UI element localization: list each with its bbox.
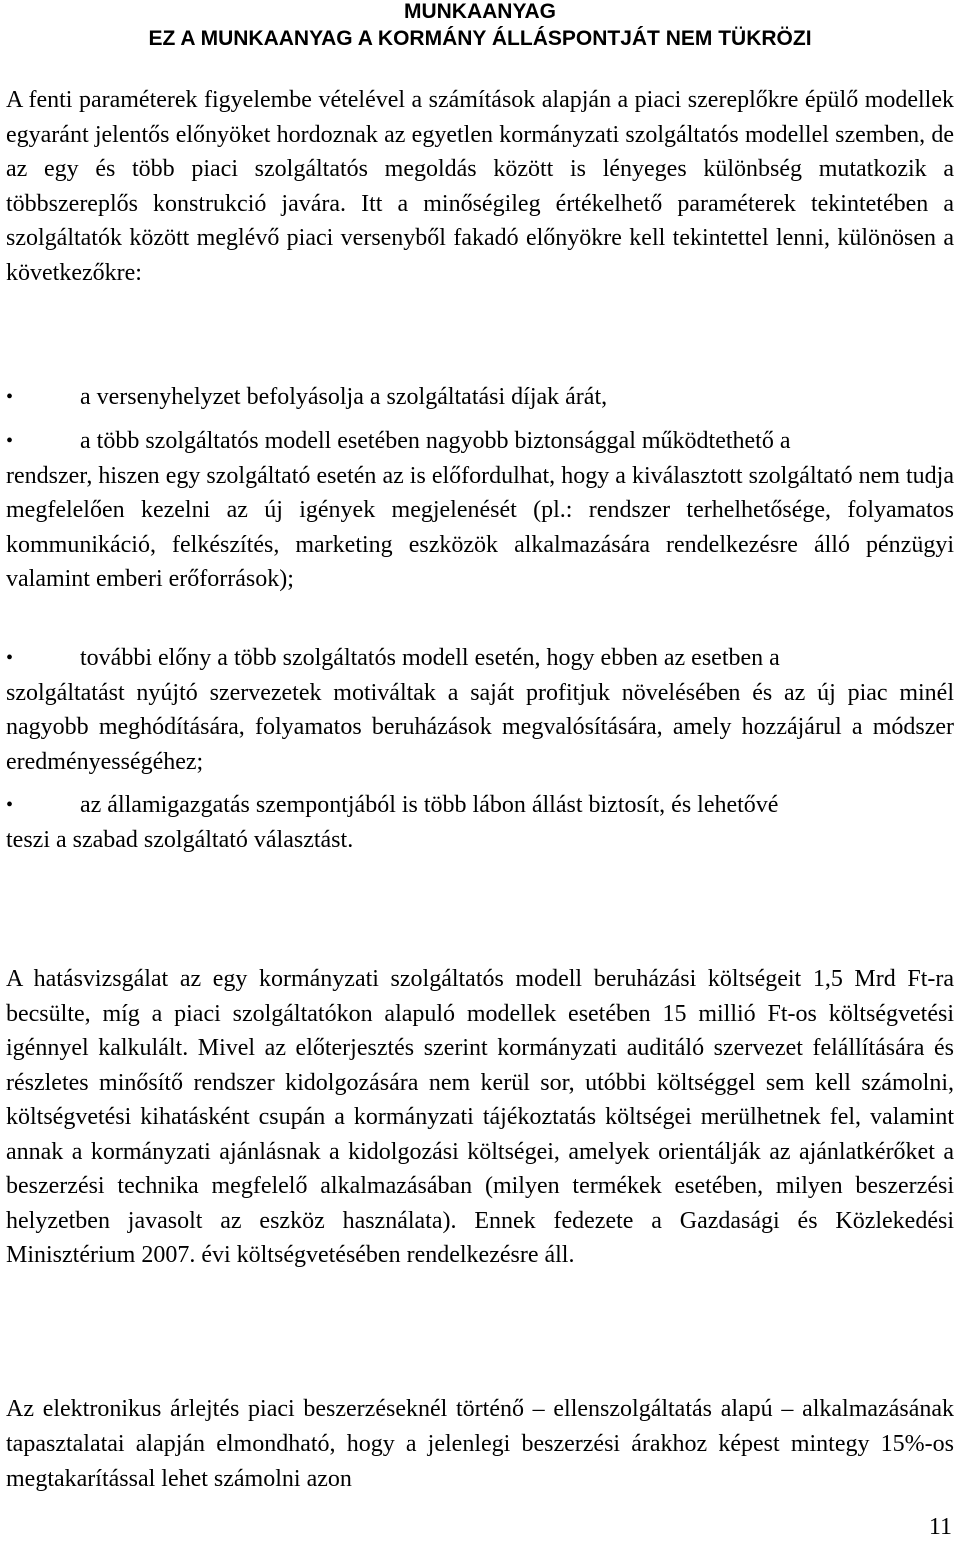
list-item-text: a versenyhelyzet befolyásolja a szolgáltatási díjak árát, bbox=[80, 384, 608, 410]
bullet-icon: • bbox=[6, 430, 14, 452]
page-number: 11 bbox=[928, 1514, 952, 1540]
header-title: MUNKAANYAG bbox=[403, 0, 557, 23]
list-item bbox=[6, 641, 954, 779]
list-item-text: az államigazgatás szempontjából is több lábon állást biztosít, és lehetővé bbox=[80, 792, 779, 818]
list-item bbox=[6, 788, 954, 857]
bullet-icon: • bbox=[6, 794, 14, 816]
list-item-continuation: szolgáltatást nyújtó szervezetek motiváltak a saját profitjuk növelésében és az új piac minél nagyobb meghódítására, folyamatos beruházások megvalósítására, amely hozzájárul a módszer eredményességéhez; bbox=[6, 679, 954, 775]
bullet-icon: • bbox=[6, 647, 14, 669]
list-item-continuation: rendszer, hiszen egy szolgáltató esetén az is előfordulhat, hogy a kiválasztott szolgáltató nem tudja megfelelően kezelni az új igények megjelenését (pl.: rendszer terhelhetősége, folyamatos kommunikáció, felkészítés, marketing eszközök alkalmazására rendelkezésre álló pénzügyi valamint emberi erőforrások); bbox=[6, 462, 954, 592]
list-item bbox=[6, 380, 954, 415]
intro-paragraph: A fenti paraméterek figyelembe vételével a számítások alapján a piaci szereplőkre épülő modellek egyaránt jelentős előnyöket hordoznak az egyetlen kormányzati szolgáltatós modellel szemben, de az egy és több piaci szolgáltatós megoldás között is lényeges különbség mutatkozik a többszereplős konstrukció javára. Itt a minőségileg értékelhető paraméterek tekintetében a szolgáltatók között meglévő piaci versenyből fakadó előnyökre kell tekintettel lenni, különösen a következőkre: bbox=[6, 87, 954, 286]
bullet-icon: • bbox=[6, 386, 14, 408]
list-item bbox=[6, 424, 954, 597]
cost-paragraph: A hatásvizsgálat az egy kormányzati szolgáltatós modell beruházási költségeit 1,5 Mrd Ft-ra becsülte, míg a piaci szolgáltatókon alapuló modellek esetében 15 millió Ft-os költségvetési igénnyel kalkulált. Mivel az előterjesztés szerint kormányzati auditáló szervezet felállítására és részletes minősítő rendszer kidolgozására nem kerül sor, utóbbi költséggel sem kell számolni, költségvetési kihatásként csupán a kormányzati tájékoztatás költségei merülhetnek fel, valamint annak a kormányzati ajánlásnak a kidolgozási költségei, amelyek orientálják az ajánlatkérőket a beszerzési technika megfelelő alkalmazásában (milyen termékek esetében, milyen beszerzési helyzetben javasolt az eszköz használata). Ennek fedezete a Gazdasági és Közlekedési Minisztérium 2007. évi költségvetésében rendelkezésre áll. bbox=[6, 966, 954, 1268]
list-item-continuation: teszi a szabad szolgáltató választást. bbox=[6, 826, 354, 853]
header-disclaimer: EZ A MUNKAANYAG A KORMÁNY ÁLLÁSPONTJÁT NEM TÜKRÖZI bbox=[148, 27, 812, 50]
auction-paragraph: Az elektronikus árlejtés piaci beszerzéseknél történő – ellenszolgáltatás alapú – alkalmazásának tapasztalatai alapján elmondható, hogy a jelenlegi beszerzési árakhoz képest mintegy 15%-os megtakarítással lehet számolni azon bbox=[6, 1396, 954, 1492]
list-item-text: további előny a több szolgáltatós modell esetén, hogy ebben az esetben a bbox=[80, 645, 780, 671]
list-item-text: a több szolgáltatós modell esetében nagyobb biztonsággal működtethető a bbox=[80, 428, 791, 454]
document-header bbox=[0, 0, 960, 52]
